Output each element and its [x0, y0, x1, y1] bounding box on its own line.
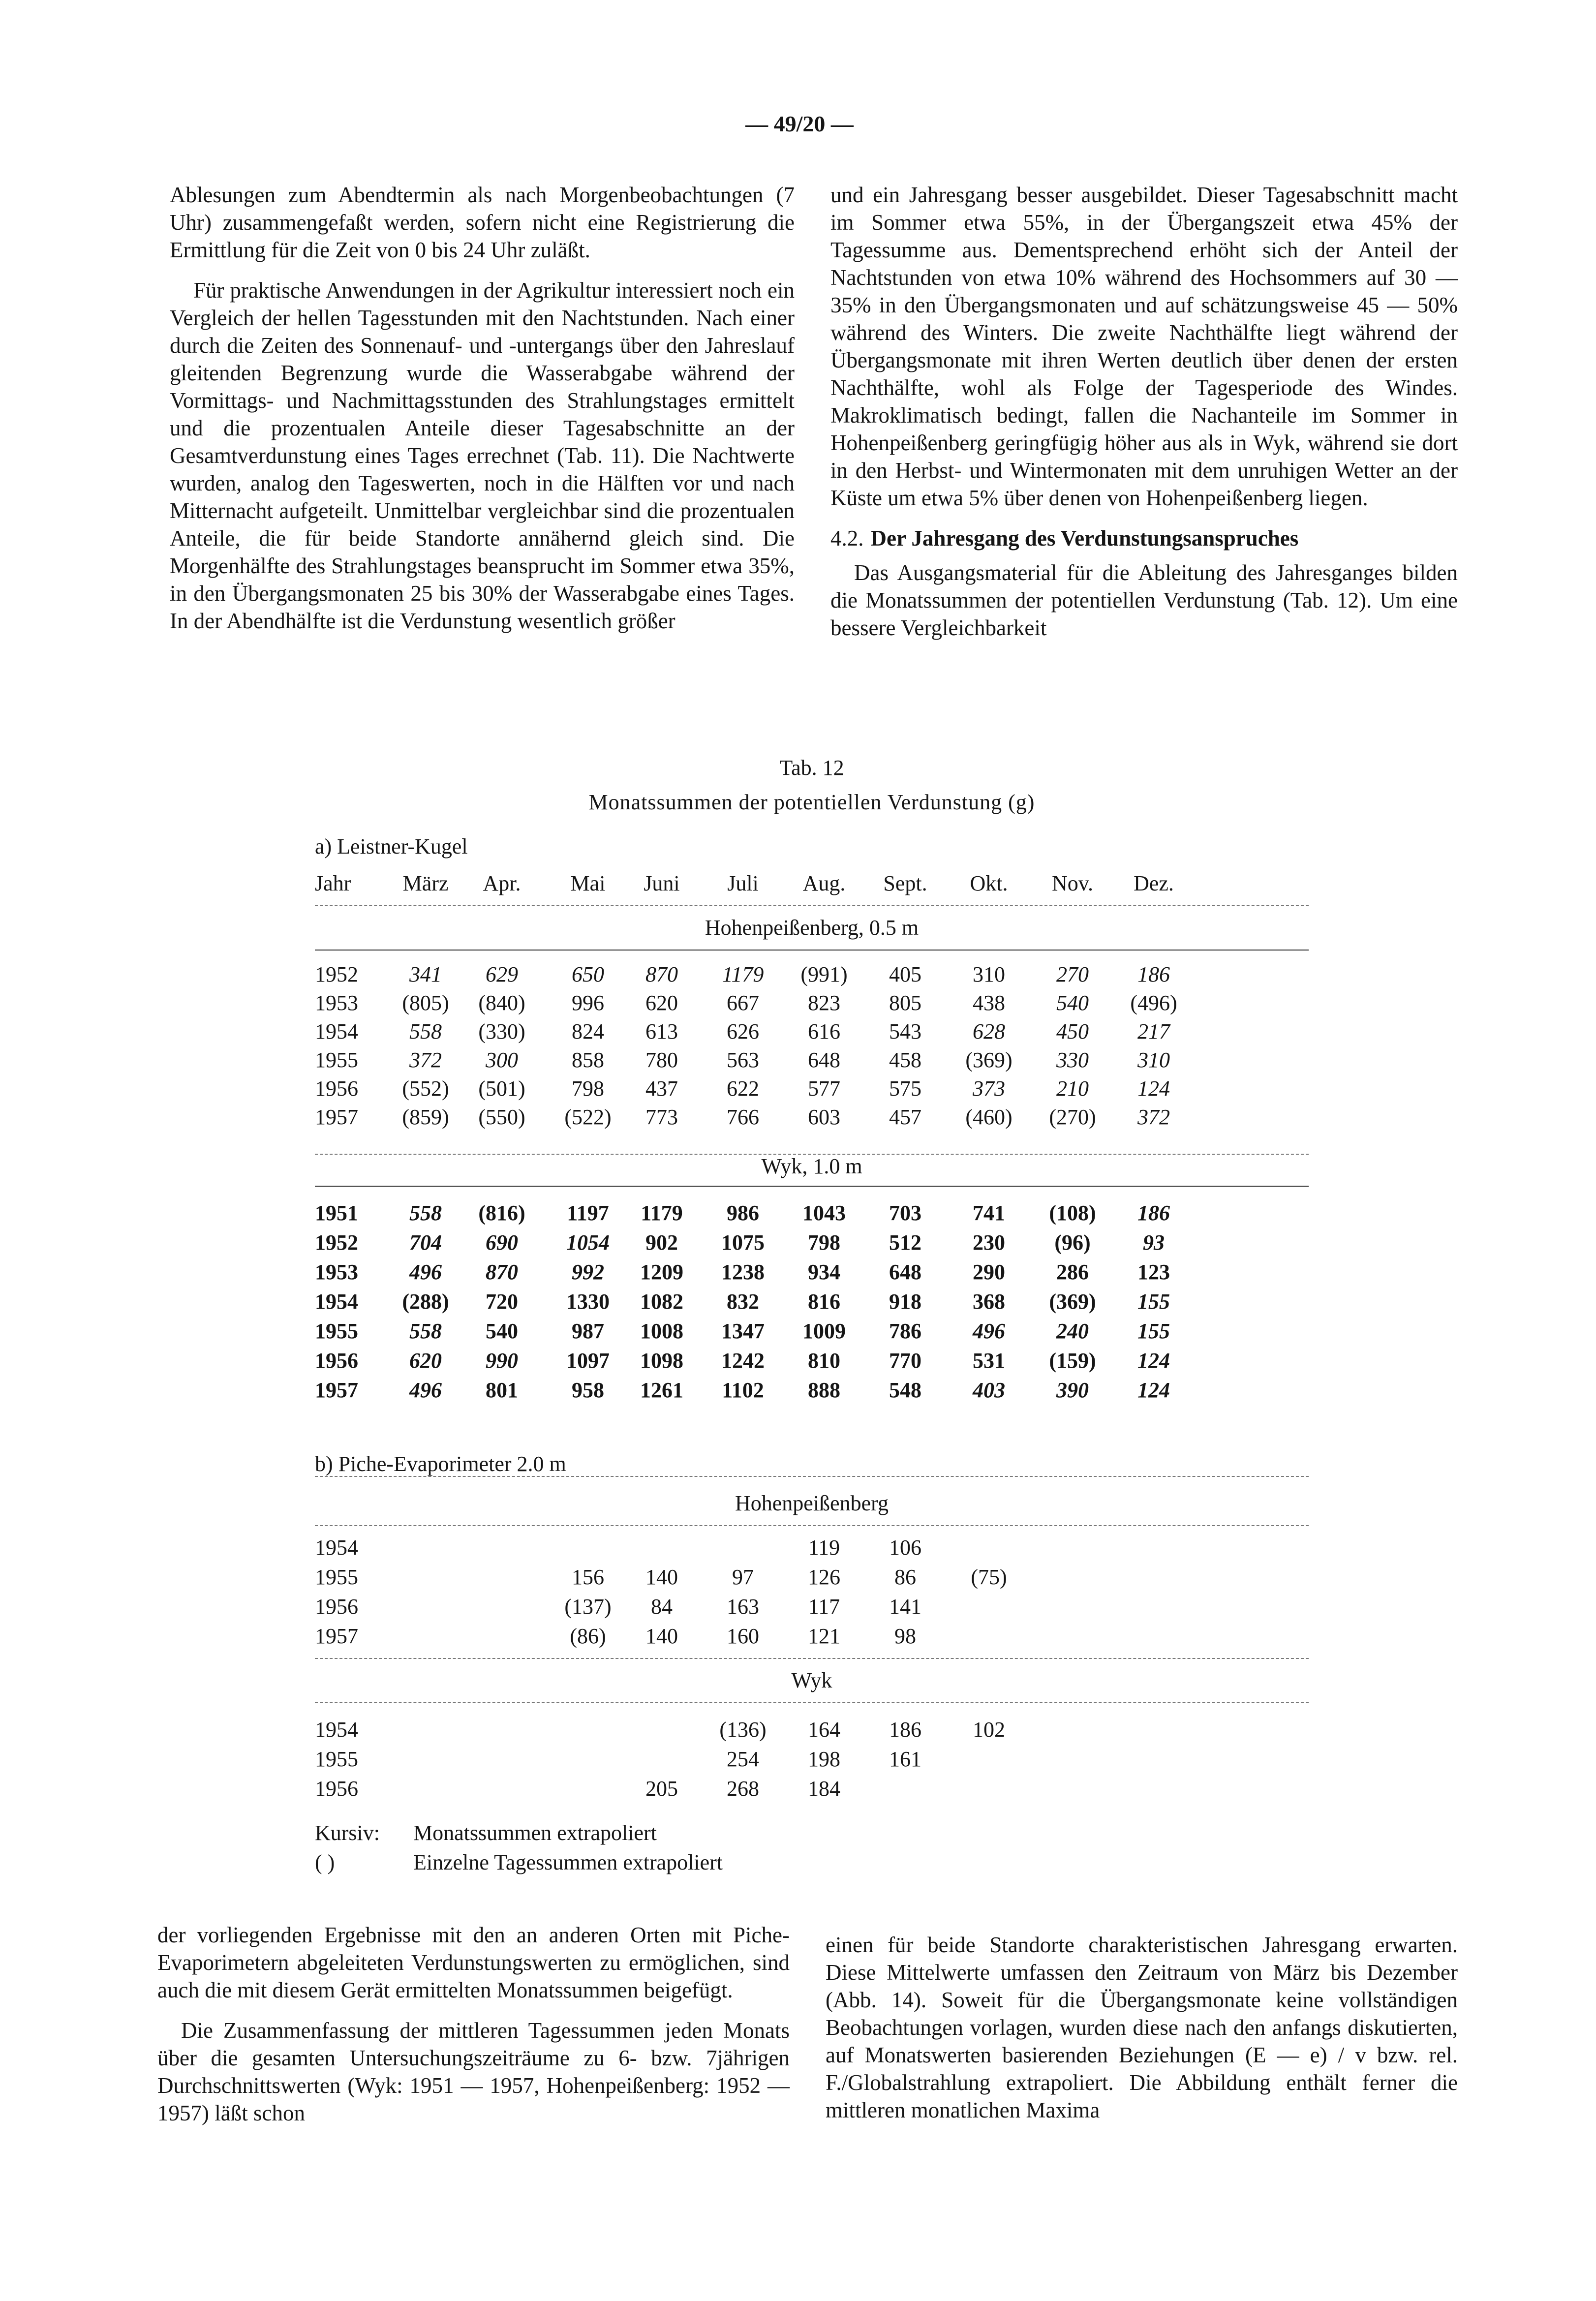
- table-cell: 558: [409, 1201, 442, 1225]
- legend-text: Einzelne Tagessummen extrapoliert: [413, 1850, 723, 1874]
- table-cell: 124: [1137, 1378, 1170, 1402]
- table-cell: 230: [973, 1230, 1005, 1255]
- table-cell: 540: [1056, 991, 1089, 1015]
- table-year-cell: 1957: [315, 1624, 358, 1648]
- table-cell: (522): [564, 1105, 612, 1129]
- table-year-cell: 1953: [315, 1260, 358, 1284]
- table-header-cell: Sept.: [883, 871, 927, 895]
- table-cell: 780: [645, 1048, 678, 1072]
- table-cell: 140: [645, 1565, 678, 1589]
- table-section-label: Hohenpeißenberg, 0.5 m: [705, 916, 919, 940]
- table-cell: (369): [965, 1048, 1013, 1072]
- table-cell: 1098: [640, 1349, 683, 1373]
- table-row: [315, 1776, 1309, 1804]
- table-year-cell: 1954: [315, 1535, 358, 1560]
- table-year-cell: 1957: [315, 1105, 358, 1129]
- table-cell: 126: [808, 1565, 840, 1589]
- table-cell: 958: [572, 1378, 604, 1402]
- table-cell: (460): [965, 1105, 1013, 1129]
- table-cell: 667: [727, 991, 759, 1015]
- table-cell: (496): [1130, 991, 1177, 1015]
- table-cell: (270): [1049, 1105, 1096, 1129]
- table-cell: 798: [808, 1230, 840, 1255]
- table-title: Monatssummen der potentiellen Verdunstung (g): [588, 790, 1035, 814]
- table-cell: 458: [889, 1048, 921, 1072]
- table-cell: (288): [402, 1289, 449, 1314]
- paragraph: einen für beide Standorte charakteristischen Jahresgang erwarten. Diese Mittelwerte umfassen den Zeitraum von März bis Dezember (Abb. 14). Soweit für die Übergangsmonate keine vollständigen Beobachtungen vorlagen, wurden diese nach den anfangs diskutierten, auf Monatswerten basierenden Beziehungen (E — e) / v bzw. rel. F./Globalstrahlung extrapoliert. Die Abbildung enthält ferner die mittleren monatlichen Maxima: [826, 1933, 1458, 2122]
- left-column-bottom: [157, 1921, 790, 2140]
- table-cell: 496: [973, 1319, 1005, 1343]
- table-cell: 548: [889, 1378, 921, 1402]
- section-number: 4.2.: [830, 526, 864, 551]
- table-row: [315, 1259, 1309, 1287]
- table-section-label: Wyk: [791, 1668, 832, 1692]
- table-cell: 93: [1143, 1230, 1165, 1255]
- table-cell: (840): [478, 991, 525, 1015]
- table-cell: 987: [572, 1319, 604, 1343]
- table-cell: 620: [645, 991, 678, 1015]
- table-cell: 186: [889, 1718, 921, 1742]
- table-cell: 124: [1137, 1349, 1170, 1373]
- table-cell: 161: [889, 1747, 921, 1771]
- table-year-cell: 1956: [315, 1076, 358, 1101]
- table-cell: 1238: [721, 1260, 765, 1284]
- table-cell: 1242: [721, 1349, 765, 1373]
- table-cell: 1347: [721, 1319, 765, 1343]
- table-cell: 119: [808, 1535, 840, 1560]
- table-year-cell: 1956: [315, 1595, 358, 1619]
- table-cell: (805): [402, 991, 449, 1015]
- table-cell: 186: [1137, 1201, 1170, 1225]
- table-sub-b: b) Piche-Evaporimeter 2.0 m: [315, 1452, 566, 1476]
- table-cell: 457: [889, 1105, 921, 1129]
- table-year-cell: 1952: [315, 962, 358, 986]
- table-cell: (96): [1054, 1230, 1091, 1255]
- table-row: [315, 1565, 1309, 1592]
- table-header-cell: Nov.: [1052, 871, 1093, 895]
- right-column-top: [830, 181, 1458, 654]
- table-section-label: Hohenpeißenberg: [735, 1491, 889, 1515]
- table-cell: 368: [973, 1289, 1005, 1314]
- table-cell: 403: [973, 1378, 1005, 1402]
- table-cell: 805: [889, 991, 921, 1015]
- paragraph: Ablesungen zum Abendtermin als nach Morgenbeobachtungen (7 Uhr) zusammengefaßt werden, sofern nicht eine Registrierung die Ermittlung für die Zeit von 0 bis 24 Uhr zuläßt.: [170, 183, 795, 262]
- table-cell: 270: [1056, 962, 1089, 986]
- table-cell: 240: [1056, 1319, 1089, 1343]
- table-cell: 210: [1056, 1076, 1089, 1101]
- table-rule: [315, 1186, 1309, 1187]
- table-cell: 205: [645, 1777, 678, 1801]
- page-number: — 49/20 —: [745, 111, 854, 136]
- legend-key: Kursiv:: [315, 1821, 380, 1845]
- table-cell: (501): [478, 1076, 525, 1101]
- table-rule: [315, 1525, 1309, 1526]
- table-cell: 121: [808, 1624, 840, 1648]
- table-cell: 824: [572, 1019, 604, 1043]
- table-cell: (369): [1049, 1289, 1096, 1314]
- table-cell: 1082: [640, 1289, 683, 1314]
- table-cell: 1261: [640, 1378, 683, 1402]
- table-cell: 330: [1056, 1048, 1089, 1072]
- table-cell: 1043: [802, 1201, 846, 1225]
- table-cell: 786: [889, 1319, 921, 1343]
- table-cell: (159): [1049, 1349, 1096, 1373]
- table-cell: (86): [570, 1624, 606, 1648]
- table-cell: 1075: [721, 1230, 765, 1255]
- table-header-row: [315, 871, 1309, 900]
- table-cell: 1330: [566, 1289, 610, 1314]
- table-cell: 84: [651, 1595, 673, 1619]
- table-cell: 858: [572, 1048, 604, 1072]
- table-row: [315, 1747, 1309, 1774]
- legend-key: ( ): [315, 1850, 335, 1874]
- paragraph: Für praktische Anwendungen in der Agrikultur interessiert noch ein Vergleich der hellen Tagesstunden mit den Nachtstunden. Nach einer durch die Zeiten des Sonnenauf- und -untergangs über den Jahreslauf gleitenden Begrenzung wurde die Wasserabgabe während der Vormittags- und Nachmittagsstunden des Strahlungstages ermittelt und die prozentualen Anteile dieser Tagesabschnitte an der Gesamtverdunstung eines Tages errechnet (Tab. 11). Die Nachtwerte wurden, analog den Tageswerten, noch in die Hälften vor und nach Mitternacht aufgeteilt. Unmittelbar vergleichbar sind die prozentualen Anteile, die für beide Standorte annähernd gleich sind. Die Morgenhälfte des Strahlungstages beansprucht im Sommer etwa 35%, in den Übergangsmonaten 25 bis 30% der Wasserabgabe eines Tages. In der Abendhälfte ist die Verdunstung wesentlich größer: [170, 278, 795, 633]
- table-cell: 496: [409, 1378, 442, 1402]
- table-cell: 198: [808, 1747, 840, 1771]
- table-cell: 816: [808, 1289, 840, 1314]
- table-cell: 832: [727, 1289, 759, 1314]
- table-cell: 437: [645, 1076, 678, 1101]
- table-cell: 140: [645, 1624, 678, 1648]
- table-cell: 798: [572, 1076, 604, 1101]
- table-cell: 98: [894, 1624, 916, 1648]
- table-cell: 217: [1137, 1019, 1170, 1043]
- table-cell: 992: [572, 1260, 604, 1284]
- table-cell: 290: [973, 1260, 1005, 1284]
- table-cell: 1054: [566, 1230, 610, 1255]
- table-cell: (859): [402, 1105, 449, 1129]
- table-year-cell: 1955: [315, 1747, 358, 1771]
- table-cell: 164: [808, 1718, 840, 1742]
- table-cell: 613: [645, 1019, 678, 1043]
- table-cell: 558: [409, 1019, 442, 1043]
- table-cell: 766: [727, 1105, 759, 1129]
- table-cell: 163: [727, 1595, 759, 1619]
- table-cell: (330): [478, 1019, 525, 1043]
- table-cell: 86: [894, 1565, 916, 1589]
- table-cell: 986: [727, 1201, 759, 1225]
- table-cell: 918: [889, 1289, 921, 1314]
- table-header-cell: Okt.: [970, 871, 1008, 895]
- paragraph: der vorliegenden Ergebnisse mit den an anderen Orten mit Piche-Evaporimetern abgeleiteten Verdunstungswerten zu ermöglichen, sind auch die mit diesem Gerät ermittelten Monatssummen beigefügt.: [157, 1923, 790, 2002]
- table-cell: (550): [478, 1105, 525, 1129]
- table-header-cell: Juni: [644, 871, 680, 895]
- table-cell: 773: [645, 1105, 678, 1129]
- right-column-bottom: [826, 1931, 1458, 2137]
- table-cell: 512: [889, 1230, 921, 1255]
- table-cell: 626: [727, 1019, 759, 1043]
- table-rule: [315, 905, 1309, 906]
- table-cell: 155: [1137, 1319, 1170, 1343]
- table-sub-a: a) Leistner-Kugel: [315, 834, 468, 859]
- table-cell: 1209: [640, 1260, 683, 1284]
- table-cell: 372: [1137, 1105, 1170, 1129]
- table-header-cell: Apr.: [483, 871, 521, 895]
- table-row: [315, 1019, 1309, 1046]
- table-cell: 310: [1137, 1048, 1170, 1072]
- table-rule: [315, 1476, 1309, 1477]
- table-cell: 124: [1137, 1076, 1170, 1101]
- table-cell: 160: [727, 1624, 759, 1648]
- table-cell: 372: [409, 1048, 442, 1072]
- table-cell: 1009: [802, 1319, 846, 1343]
- table-header-cell: März: [402, 871, 449, 895]
- table-cell: 888: [808, 1378, 840, 1402]
- table-header-cell: Dez.: [1134, 871, 1174, 895]
- table-cell: 990: [486, 1349, 518, 1373]
- table-cell: 801: [486, 1378, 518, 1402]
- table-cell: 341: [409, 962, 442, 986]
- table-cell: 300: [486, 1048, 518, 1072]
- table-row: [315, 1594, 1309, 1622]
- table-cell: 117: [808, 1595, 840, 1619]
- table-cell: 540: [486, 1319, 518, 1343]
- table-cell: 186: [1137, 962, 1170, 986]
- table-cell: 184: [808, 1777, 840, 1801]
- table-cell: 628: [973, 1019, 1005, 1043]
- table-cell: 563: [727, 1048, 759, 1072]
- table-cell: 310: [973, 962, 1005, 986]
- table-row: [315, 1348, 1309, 1376]
- table-header-cell: Juli: [727, 871, 759, 895]
- table-rule: [315, 950, 1309, 951]
- table-cell: 690: [486, 1230, 518, 1255]
- table-cell: 648: [808, 1048, 840, 1072]
- table-row: [315, 1047, 1309, 1075]
- table-cell: 622: [727, 1076, 759, 1101]
- table-cell: 543: [889, 1019, 921, 1043]
- table-cell: 703: [889, 1201, 921, 1225]
- table-row: [315, 1378, 1309, 1405]
- table-year-cell: 1953: [315, 991, 358, 1015]
- table-cell: 450: [1056, 1019, 1089, 1043]
- table-cell: (137): [564, 1595, 612, 1619]
- table-header-cell: Mai: [570, 871, 606, 895]
- table-cell: 155: [1137, 1289, 1170, 1314]
- table-year-cell: 1951: [315, 1201, 358, 1225]
- table-row: [315, 962, 1309, 989]
- table-cell: 870: [645, 962, 678, 986]
- table-year-cell: 1954: [315, 1019, 358, 1043]
- table-cell: 97: [732, 1565, 754, 1589]
- table-cell: 1102: [722, 1378, 764, 1402]
- table-row: [315, 990, 1309, 1018]
- table-row: [315, 1624, 1309, 1651]
- section-heading: [830, 524, 1458, 552]
- table-row: [315, 1200, 1309, 1228]
- table-cell: 254: [727, 1747, 759, 1771]
- table-cell: 286: [1056, 1260, 1089, 1284]
- table-cell: 575: [889, 1076, 921, 1101]
- table-cell: 102: [973, 1718, 1005, 1742]
- table-year-cell: 1955: [315, 1048, 358, 1072]
- table-cell: 106: [889, 1535, 921, 1560]
- table-header-cell: Aug.: [802, 871, 846, 895]
- table-cell: 531: [973, 1349, 1005, 1373]
- table-cell: (136): [719, 1718, 767, 1742]
- table-cell: (108): [1049, 1201, 1096, 1225]
- table-cell: 823: [808, 991, 840, 1015]
- table-year-cell: 1957: [315, 1378, 358, 1402]
- table-row: [315, 1289, 1309, 1317]
- table-cell: 648: [889, 1260, 921, 1284]
- table-section-label: Wyk, 1.0 m: [761, 1154, 862, 1178]
- table-cell: 373: [973, 1076, 1005, 1101]
- table-cell: 1097: [566, 1349, 610, 1373]
- table-row: [315, 1535, 1309, 1563]
- paragraph: Die Zusammenfassung der mittleren Tagessummen jeden Monats über die gesamten Untersuchungszeiträume zu 6- bzw. 7jährigen Durchschnittswerten (Wyk: 1951 — 1957, Hohenpeißenberg: 1952 — 1957) läßt schon: [157, 2018, 790, 2125]
- table-legend-item: [315, 1850, 723, 1875]
- table-rule: [315, 1658, 1309, 1659]
- table-cell: 996: [572, 991, 604, 1015]
- table-cell: 141: [889, 1595, 921, 1619]
- table-cell: 268: [727, 1777, 759, 1801]
- table-year-cell: 1952: [315, 1230, 358, 1255]
- table-cell: 650: [572, 962, 604, 986]
- table-cell: (816): [478, 1201, 525, 1225]
- table-year-cell: 1955: [315, 1565, 358, 1589]
- table-row: [315, 1230, 1309, 1258]
- table-cell: 704: [409, 1230, 442, 1255]
- table-cell: 620: [409, 1349, 442, 1373]
- table-year-cell: 1956: [315, 1777, 358, 1801]
- table-rule: [315, 1702, 1309, 1703]
- table-cell: 1179: [641, 1201, 683, 1225]
- table-cell: 770: [889, 1349, 921, 1373]
- table-cell: 629: [486, 962, 518, 986]
- table-cell: 558: [409, 1319, 442, 1343]
- table-cell: 1179: [722, 962, 764, 986]
- table-cell: 405: [889, 962, 921, 986]
- table-cell: 390: [1056, 1378, 1089, 1402]
- table-legend-item: [315, 1820, 657, 1845]
- table-cell: 741: [973, 1201, 1005, 1225]
- table-cell: 496: [409, 1260, 442, 1284]
- table-cell: 810: [808, 1349, 840, 1373]
- table-row: [315, 1717, 1309, 1745]
- table-label: Tab. 12: [779, 756, 844, 780]
- table-year-cell: 1956: [315, 1349, 358, 1373]
- table-cell: 1008: [640, 1319, 683, 1343]
- table-row: [315, 1076, 1309, 1104]
- table-row: [315, 1319, 1309, 1346]
- paragraph: und ein Jahresgang besser ausgebildet. Dieser Tagesabschnitt macht im Sommer etwa 55%, in der Übergangszeit etwa 45% der Tagessumme aus. Dementsprechend erhöht sich der Anteil der Nachtstunden von etwa 10% während des Hochsommers auf 30 — 35% in den Übergangsmonaten und auf schätzungsweise 45 — 50% während des Winters. Die zweite Nachthälfte liegt während der Übergangsmonate mit ihren Werten deutlich über denen der ersten Nachthälfte, wohl als Folge der Tagesperiode des Windes. Makroklimatisch bedingt, fallen die Nachanteile im Sommer in Hohenpeißenberg geringfügig höher aus als in Wyk, während sie dort in den Herbst- und Wintermonaten mit dem unruhigen Wetter an der Küste um etwa 5% über denen von Hohenpeißenberg liegen.: [830, 183, 1458, 510]
- left-column-top: [170, 181, 795, 647]
- table-cell: 1197: [567, 1201, 609, 1225]
- table-cell: 934: [808, 1260, 840, 1284]
- section-title: Der Jahresgang des Verdunstungsanspruches: [870, 526, 1299, 551]
- table-cell: 156: [572, 1565, 604, 1589]
- table-header-cell: Jahr: [315, 871, 351, 895]
- table-cell: 720: [486, 1289, 518, 1314]
- table-cell: (991): [800, 962, 848, 986]
- legend-text: Monatssummen extrapoliert: [413, 1821, 657, 1845]
- table-year-cell: 1954: [315, 1718, 358, 1742]
- table-cell: 902: [645, 1230, 678, 1255]
- table-cell: 616: [808, 1019, 840, 1043]
- table-cell: 438: [973, 991, 1005, 1015]
- table-row: [315, 1104, 1309, 1132]
- table-year-cell: 1954: [315, 1289, 358, 1314]
- table-cell: 577: [808, 1076, 840, 1101]
- table-cell: (552): [402, 1076, 449, 1101]
- paragraph: Das Ausgangsmaterial für die Ableitung des Jahresganges bilden die Monatssummen der potentiellen Verdunstung (Tab. 12). Um eine bessere Vergleichbarkeit: [830, 560, 1458, 640]
- table-cell: 870: [486, 1260, 518, 1284]
- table-cell: (75): [971, 1565, 1007, 1589]
- table-cell: 603: [808, 1105, 840, 1129]
- table-cell: 123: [1137, 1260, 1170, 1284]
- table-year-cell: 1955: [315, 1319, 358, 1343]
